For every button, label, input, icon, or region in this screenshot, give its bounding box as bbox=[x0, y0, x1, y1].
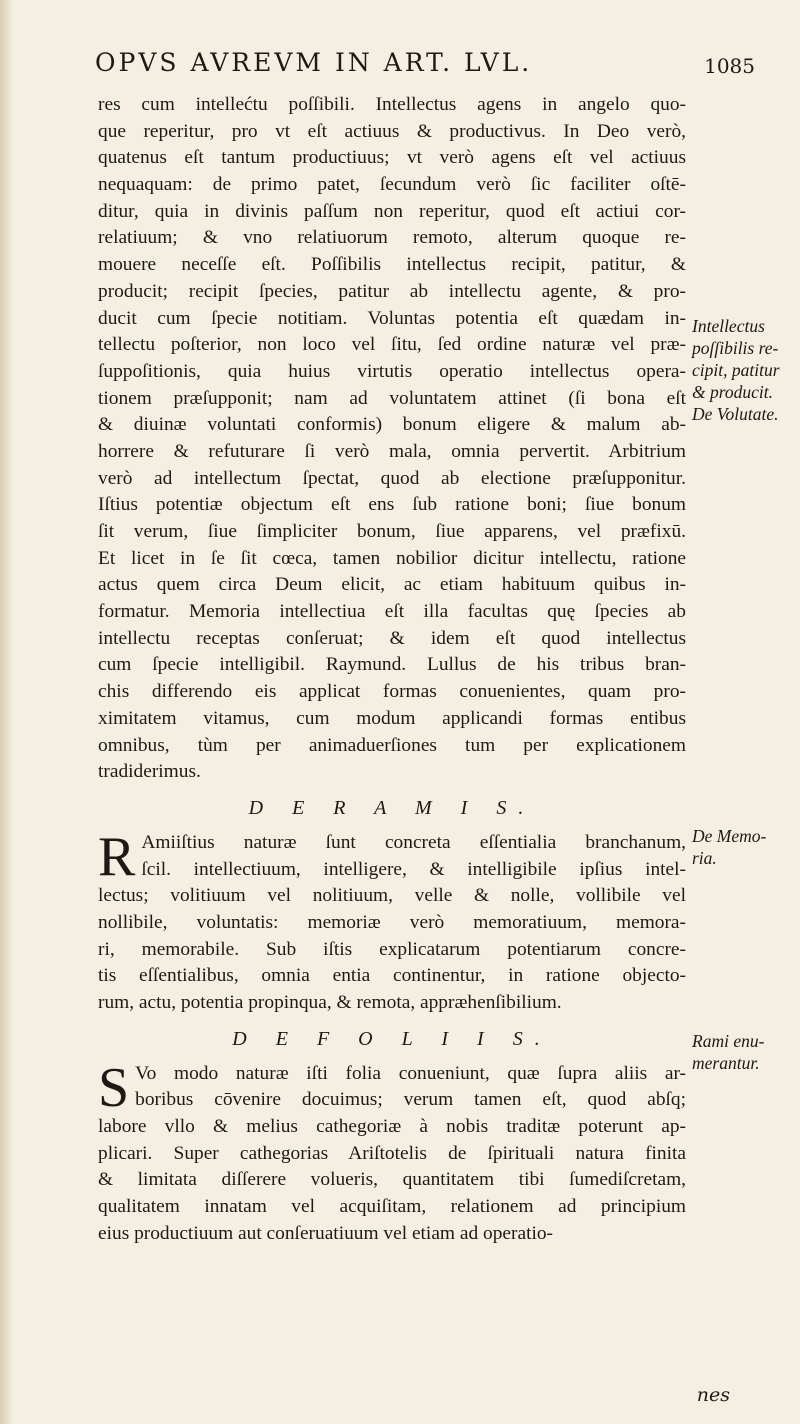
text-line bbox=[98, 332, 686, 359]
text-line-content: quatenus eſt tantum productiuus; vt verò agens eſt vel actiuus bbox=[98, 147, 686, 169]
text-line bbox=[98, 599, 686, 626]
text-line-content: plicari. Super cathegorias Ariſtotelis de ſpirituali natura finita bbox=[98, 1142, 686, 1164]
text-line-content: ſit verum, ſiue ſimpliciter bonum, ſiue apparens, vel præfixū. bbox=[98, 521, 686, 542]
margin-note-rami: Rami enu- merantur. bbox=[692, 1031, 765, 1073]
text-line bbox=[98, 279, 686, 306]
text-line bbox=[98, 172, 686, 199]
text-line bbox=[141, 830, 686, 857]
text-line bbox=[135, 1087, 686, 1114]
drop-cap: S bbox=[98, 1056, 130, 1119]
text-line bbox=[98, 466, 686, 493]
text-line bbox=[98, 492, 686, 519]
text-line bbox=[98, 225, 686, 252]
text-line-content: relatiuum; & vno relatiuorum remoto, alterum quoque re- bbox=[98, 227, 686, 249]
text-line bbox=[98, 883, 686, 910]
text-line bbox=[98, 439, 686, 466]
text-line-content: mouere neceſſe eſt. Poſſibilis intellectus recipit, patitur, & bbox=[98, 254, 686, 276]
text-line-content: ri, memorabile. Sub iſtis explicatarum potentiarum concre- bbox=[98, 938, 686, 960]
text-line bbox=[98, 572, 686, 599]
running-title: OPVS AVREVM IN ART. LVL. bbox=[95, 48, 533, 77]
paragraph-foliis bbox=[98, 1056, 686, 1248]
text-line-content: omnibus, tùm per animaduerſiones tum per explicationem bbox=[98, 734, 686, 756]
margin-note-intellectus: Intellectus poſſibilis re- cipit, patitur & producit. De Volutate. bbox=[692, 316, 780, 424]
text-line-content: ximitatem vitamus, cum modum applicandi formas entibus bbox=[98, 707, 686, 729]
text-line-content: ditur, quia in divinis paſſum non reperitur, quod eſt actiui cor- bbox=[98, 200, 686, 222]
text-line-content: producit; recipit ſpecies, patitur ab intellectu agente, & pro- bbox=[98, 280, 686, 302]
text-line bbox=[98, 386, 686, 413]
text-line bbox=[98, 679, 686, 706]
text-line-content: ſcil. intellectiuum, intelligere, & intelligibile ipſius intel- bbox=[141, 858, 686, 880]
text-line bbox=[98, 1114, 686, 1141]
text-line-content: rum, actu, potentia propinqua, & remota, appræhenſibilium. bbox=[98, 992, 562, 1013]
text-line-content: nollibile, voluntatis: memoriæ verò memoratiuum, memora- bbox=[98, 911, 686, 933]
paragraph-intellectus bbox=[98, 92, 686, 786]
text-line bbox=[98, 706, 686, 733]
text-line-content: tionem præſupponit; nam ad voluntatem attinet (ſi bona eſt bbox=[98, 387, 686, 409]
text-line bbox=[98, 652, 686, 679]
text-line-content: formatur. Memoria intellectiua eſt illa facultas quę ſpecies ab bbox=[98, 601, 686, 623]
text-line bbox=[98, 412, 686, 439]
margin-note-memoria: De Memo- ria. bbox=[692, 826, 767, 868]
section-heading-foliis: D E F O L I I S. bbox=[232, 1027, 552, 1050]
text-line-content: cum ſpecie intelligibil. Raymund. Lullus de his tribus bran- bbox=[98, 654, 686, 676]
text-line-content: labore vllo & melius cathegoriæ à nobis traditæ poterunt ap- bbox=[98, 1116, 686, 1138]
text-line-content: res cum intellećtu poſſibili. Intellectus agens in angelo quo- bbox=[98, 94, 686, 115]
text-line-content: Et licet in ſe ſit cœca, tamen nobilior dicitur intellectu, ratione bbox=[98, 547, 686, 569]
text-line bbox=[141, 857, 686, 884]
text-line bbox=[98, 963, 686, 990]
text-line bbox=[98, 252, 686, 279]
text-line-content: actus quem circa Deum elicit, ac etiam habituum quibus in- bbox=[98, 574, 686, 596]
page-gutter-shadow bbox=[0, 0, 14, 1424]
paragraph-ramis bbox=[98, 825, 686, 1017]
catchword: nes bbox=[696, 1384, 730, 1406]
text-line bbox=[98, 1167, 686, 1194]
text-line-content: verò ad intellectum ſpectat, quod ab electione præſupponitur. bbox=[98, 467, 686, 489]
text-line bbox=[98, 759, 686, 786]
text-line-content: Amiiſtius naturæ ſunt concreta eſſentialia branchanum, bbox=[141, 831, 686, 853]
text-line-content: lectus; volitiuum vel nolitiuum, velle & nolle, vollibile vel bbox=[98, 885, 686, 907]
text-line-content: boribus cōvenire docuimus; verum tamen eſt, quod abſq; bbox=[135, 1089, 686, 1111]
text-line bbox=[98, 306, 686, 333]
text-line-content: qualitatem innatam vel acquiſitam, relationem ad principium bbox=[98, 1196, 686, 1218]
text-line bbox=[98, 546, 686, 573]
text-line bbox=[98, 733, 686, 760]
text-line bbox=[98, 199, 686, 226]
text-line bbox=[98, 359, 686, 386]
text-line bbox=[98, 937, 686, 964]
text-line-content: ducit cum ſpecie notitiam. Voluntas potentia eſt quædam in- bbox=[98, 307, 686, 329]
text-line-content: intellectu receptas conſeruat; & idem eſt quod intellectus bbox=[98, 627, 686, 649]
text-line bbox=[98, 1194, 686, 1221]
text-line-content: Iſtius potentiæ objectum eſt ens ſub ratione boni; ſiue bonum bbox=[98, 494, 686, 516]
drop-cap: R bbox=[98, 825, 136, 888]
text-line bbox=[98, 910, 686, 937]
page-number: 1085 bbox=[704, 54, 755, 78]
text-line-content: tellectu poſterior, non loco vel ſitu, ſed ordine naturæ vel præ- bbox=[98, 334, 686, 356]
page-header bbox=[95, 48, 755, 88]
text-line-content: horrere & refuturare ſi verò mala, omnia pervertit. Arbitrium bbox=[98, 440, 686, 462]
text-line-content: & limitata diſſerere volueris, quantitatem tibi ſumediſcretam, bbox=[98, 1169, 686, 1191]
text-line-content: & diuinæ voluntati conformis) bonum eligere & malum ab- bbox=[98, 414, 686, 436]
text-line-content: Vo modo naturæ iſti folia conueniunt, quæ ſupra aliis ar- bbox=[135, 1062, 686, 1084]
text-line bbox=[98, 626, 686, 653]
text-line bbox=[98, 145, 686, 172]
text-line bbox=[98, 1141, 686, 1168]
text-line bbox=[135, 1061, 686, 1088]
text-line-content: tis eſſentialibus, omnia entia continentur, in ratione objecto- bbox=[98, 965, 686, 987]
text-line bbox=[98, 519, 686, 546]
text-line bbox=[98, 92, 686, 119]
text-line-content: eius productiuum aut conſeruatiuum vel etiam ad operatio- bbox=[98, 1222, 553, 1244]
section-heading-ramis: D E R A M I S. bbox=[248, 796, 536, 819]
text-line-content: tradiderimus. bbox=[98, 761, 201, 783]
text-line bbox=[98, 990, 686, 1017]
text-line-content: nequaquam: de primo patet, ſecundum verò ſic faciliter oſtē- bbox=[98, 174, 686, 196]
text-line-content: chis differendo eis applicat formas conuenientes, quam pro- bbox=[98, 681, 686, 703]
text-line-content: ſuppoſitionis, quia huius virtutis operatio intellectus opera- bbox=[98, 360, 686, 382]
text-line bbox=[98, 119, 686, 146]
main-text bbox=[98, 92, 686, 1248]
text-line-content: que reperitur, pro vt eſt actiuus & productivus. In Deo verò, bbox=[98, 120, 686, 142]
text-line bbox=[98, 1221, 686, 1248]
